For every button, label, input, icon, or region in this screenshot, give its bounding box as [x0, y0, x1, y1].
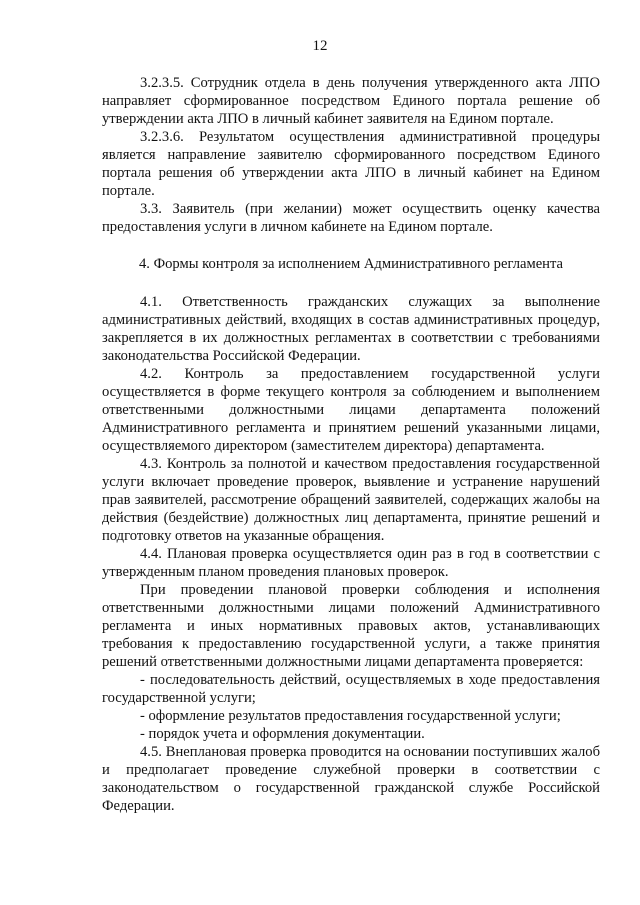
paragraph-4-5: 4.5. Внеплановая проверка проводится на основании поступивших жалоб и предполагает проведение служебной проверки в соответствии с законодательством о государственной гражданской службе Российской Федерации.	[102, 744, 600, 814]
paragraph-4-1: 4.1. Ответственность гражданских служащих за выполнение административных действий, входящих в состав административных процедур, закрепляется в их должностных регламентах в соответствии с требованиями законодательства Российской Федерации.	[102, 294, 600, 364]
paragraph-3-2-3-5: 3.2.3.5. Сотрудник отдела в день получения утвержденного акта ЛПО направляет сформированное посредством Единого портала решение об утверждении акта ЛПО в личный кабинет заявителя на Едином портале.	[102, 75, 600, 127]
paragraph-3-3: 3.3. Заявитель (при желании) может осуществить оценку качества предоставления услуги в личном кабинете на Едином портале.	[102, 201, 600, 235]
paragraph-4-4: 4.4. Плановая проверка осуществляется один раз в год в соответствии с утвержденным планом проведения плановых проверок.	[102, 546, 600, 580]
list-item-results: - оформление результатов предоставления государственной услуги;	[140, 708, 561, 724]
list-item-sequence: - последовательность действий, осуществляемых в ходе предоставления государственной услуги;	[102, 672, 600, 706]
paragraph-4-3: 4.3. Контроль за полнотой и качеством предоставления государственной услуги включает проведение проверок, выявление и устранение нарушений прав заявителей, рассмотрение обращений заявителей, содержащих жалобы на действия (бездействие) должностных лиц департамента, принятие решений и подготовку ответов на указанные обращения.	[102, 456, 600, 544]
section-heading-4: 4. Формы контроля за исполнением Административного регламента	[138, 256, 564, 272]
paragraph-3-2-3-6: 3.2.3.6. Результатом осуществления административной процедуры является направление заявителю сформированного посредством Единого портала решения об утверждении акта ЛПО в личный кабинет на Едином портале.	[102, 129, 600, 199]
paragraph-planned-check: При проведении плановой проверки соблюдения и исполнения ответственными должностными лицами положений Административного регламента и иных нормативных правовых актов, устанавливающих требования к предоставлению государственной услуги, а также принятия решений ответственными должностными лицами департамента проверяется:	[102, 582, 600, 670]
paragraph-4-2: 4.2. Контроль за предоставлением государственной услуги осуществляется в форме текущего контроля за соблюдением и выполнением ответственными должностными лицами департамента положений Административного регламента и принятием решений указанными лицами, осуществляемого директором (заместителем директора) департамента.	[102, 366, 600, 454]
list-item-documentation: - порядок учета и оформления документации.	[140, 726, 425, 742]
page-number: 12	[312, 38, 328, 54]
document-body	[102, 74, 600, 815]
